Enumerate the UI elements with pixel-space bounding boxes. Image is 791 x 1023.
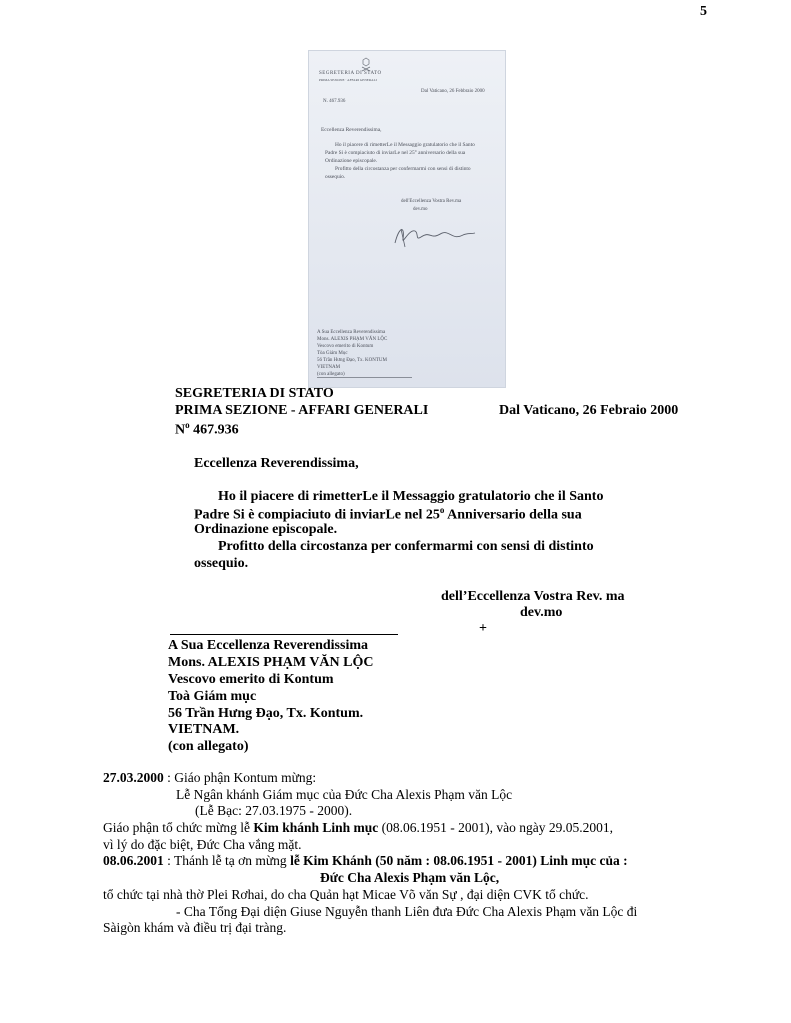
scan-header: SEGRETERIA DI STATO: [319, 71, 382, 76]
address-line: Vescovo emerito di Kontum: [168, 672, 334, 687]
letter-number: $N^o$ 467.936: [175, 420, 239, 438]
divider: [170, 634, 398, 635]
scan-body-line: Ordinazione episcopale.: [325, 158, 378, 164]
scan-closing: dell'Eccellenza Vostra Rev.ma: [401, 199, 462, 204]
signature-icon: [389, 221, 479, 249]
scan-body-line: ossequio.: [325, 174, 346, 180]
scan-address-line: Mons. ALEXIS PHẠM VĂN LỘC: [317, 337, 388, 342]
letter-closing: dev.mo: [520, 605, 563, 620]
note-line: - Cha Tổng Đại diện Giuse Nguyễn thanh Liên đưa Đức Cha Alexis Phạm văn Lộc đi: [176, 904, 638, 919]
note-line: Đức Cha Alexis Phạm văn Lộc,: [320, 870, 500, 885]
scan-closing: dev.mo: [413, 207, 428, 212]
scan-number: N. 467.936: [323, 99, 346, 104]
scan-body-line: Padre Si è compiaciuto di inviarLe nel 25° anniversario della sua: [325, 150, 466, 156]
letter-date: Dal Vaticano, 26 Febraio 2000: [499, 403, 679, 418]
letter-body-line: Ordinazione episcopale.: [194, 522, 338, 537]
address-line: (con allegato): [168, 739, 249, 754]
scan-address-line: Vescovo emerito di Kontum: [317, 344, 374, 349]
address-line: Toà Giám mục: [168, 689, 257, 704]
scan-body-line: Profitto della circostanza per confermarmi con sensi di distinto: [335, 166, 471, 172]
letter-body-line: Ho il piacere di rimetterLe il Messaggio gratulatorio che il Santo: [218, 489, 604, 504]
letter-closing: dell’Eccellenza Vostra Rev. ma: [441, 589, 625, 604]
note-line: (Lễ Bạc: 27.03.1975 - 2000).: [195, 803, 353, 818]
scan-address-line: Tòa Giám Mục: [317, 351, 348, 356]
letter-header-1: SEGRETERIA DI STATO: [175, 386, 334, 401]
letter-body-line: ossequio.: [194, 556, 249, 571]
note-line: tổ chức tại nhà thờ Plei Rơhai, do cha Quản hạt Micae Võ văn Sự , đại diện CVK tổ chức.: [103, 887, 589, 902]
note-line: 08.06.2001 : Thánh lễ tạ ơn mừng lễ Kim Khánh (50 năm : 08.06.1951 - 2001) Linh mục của :: [103, 853, 628, 868]
address-line: Mons. ALEXIS PHẠM VĂN LỘC: [168, 655, 374, 670]
scan-address-line: (con allegato): [317, 372, 345, 377]
scan-address-line: A Sua Eccellenza Reverendissima: [317, 330, 386, 335]
letter-salutation: Eccellenza Reverendissima,: [194, 456, 359, 471]
scan-address-line: VIETNAM: [317, 365, 341, 370]
page-number: 5: [700, 4, 707, 19]
address-line: VIETNAM.: [168, 722, 240, 737]
note-line: 27.03.2000 : Giáo phận Kontum mừng:: [103, 770, 317, 785]
letter-body-line: Profitto della circostanza per confermarmi con sensi di distinto: [218, 539, 594, 554]
note-line: vì lý do đặc biệt, Đức Cha vắng mặt.: [103, 837, 302, 852]
letter-body-line: Padre Si è compiaciuto di inviarLe nel 25$^o$ Anniversario della sua: [194, 505, 582, 523]
letter-scan-image: [308, 50, 506, 388]
scan-body-line: Ho il piacere di rimetterLe il Messaggio gratulatorio che il Santo: [335, 142, 475, 148]
letter-header-2: PRIMA SEZIONE - AFFARI GENERALI: [175, 403, 429, 418]
scan-date: Dal Vaticano, 26 Febbraio 2000: [421, 89, 485, 94]
note-line: Giáo phận tổ chức mừng lễ Kim khánh Linh mục (08.06.1951 - 2001), vào ngày 29.05.2001,: [103, 820, 614, 835]
scan-salutation: Eccellenza Reverendissima,: [321, 127, 382, 133]
note-line: Lễ Ngân khánh Giám mục của Đức Cha Alexis Phạm văn Lộc: [176, 787, 513, 802]
cross-mark: +: [479, 621, 487, 636]
address-line: A Sua Eccellenza Reverendissima: [168, 638, 369, 653]
address-line: 56 Trần Hưng Đạo, Tx. Kontum.: [168, 706, 364, 721]
scan-header-sub: PRIMA SEZIONE · AFFARI GENERALI: [319, 78, 377, 82]
note-line: Sàigòn khám và điều trị đại tràng.: [103, 920, 287, 935]
scan-address-line: 56 Trần Hưng Đạo, Tx. KONTUM: [317, 358, 387, 363]
